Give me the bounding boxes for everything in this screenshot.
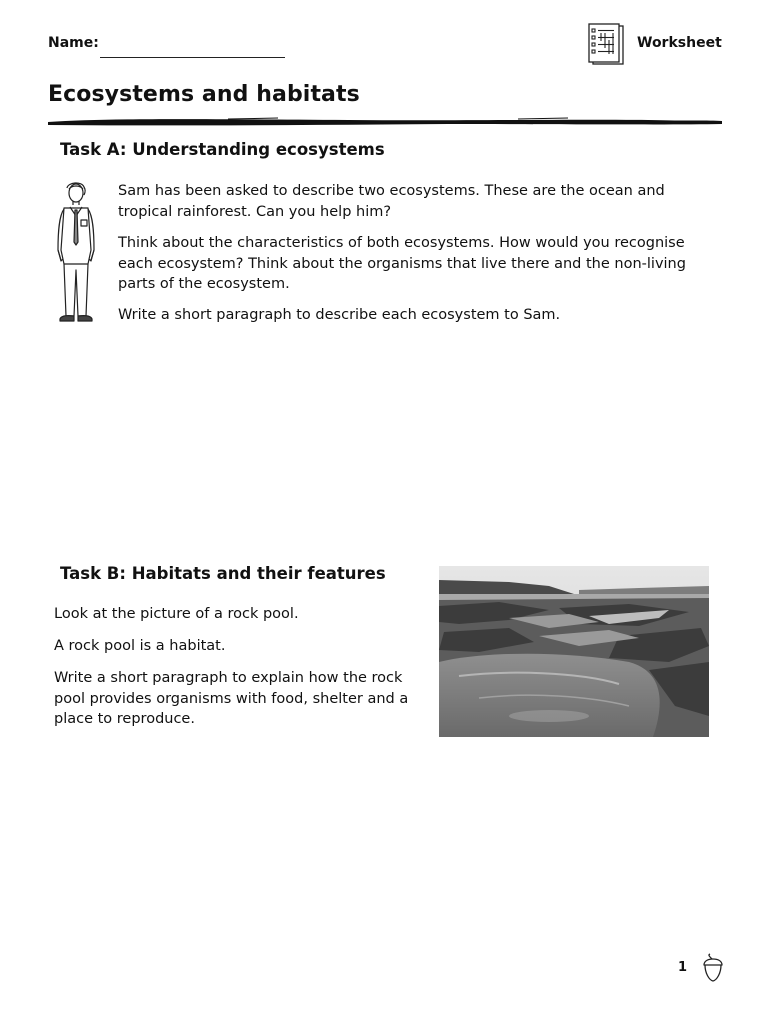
task-a-paragraph: Sam has been asked to describe two ecosystems. These are the ocean and tropical rainforest. Can you help him? xyxy=(118,183,665,220)
task-b-paragraph: Look at the picture of a rock pool. xyxy=(54,606,299,622)
acorn-icon xyxy=(700,953,726,983)
task-a-instruction: Write a short paragraph to describe each ecosystem to Sam. xyxy=(118,307,561,323)
worksheet-label: Worksheet xyxy=(637,35,722,51)
page-title: Ecosystems and habitats xyxy=(48,82,360,107)
task-a-paragraph: Think about the characteristics of both ecosystems. How would you recognise each ecosystem? Think about the organisms that live there and the non-living parts of the ecosystem. xyxy=(118,235,686,292)
title-divider xyxy=(48,116,722,128)
name-label: Name: xyxy=(48,35,99,51)
worksheet-icon xyxy=(587,23,629,67)
task-b-instruction: Write a short paragraph to explain how the rock pool provides organisms with food, shelter and a place to reproduce. xyxy=(54,670,409,727)
rock-pool-photo xyxy=(439,566,709,737)
name-field[interactable] xyxy=(100,57,285,58)
student-illustration xyxy=(52,180,100,326)
task-a-heading: Task A: Understanding ecosystems xyxy=(60,140,385,159)
page-number: 1 xyxy=(678,960,688,975)
task-b-paragraph: A rock pool is a habitat. xyxy=(54,638,226,654)
task-b-heading: Task B: Habitats and their features xyxy=(60,564,386,583)
